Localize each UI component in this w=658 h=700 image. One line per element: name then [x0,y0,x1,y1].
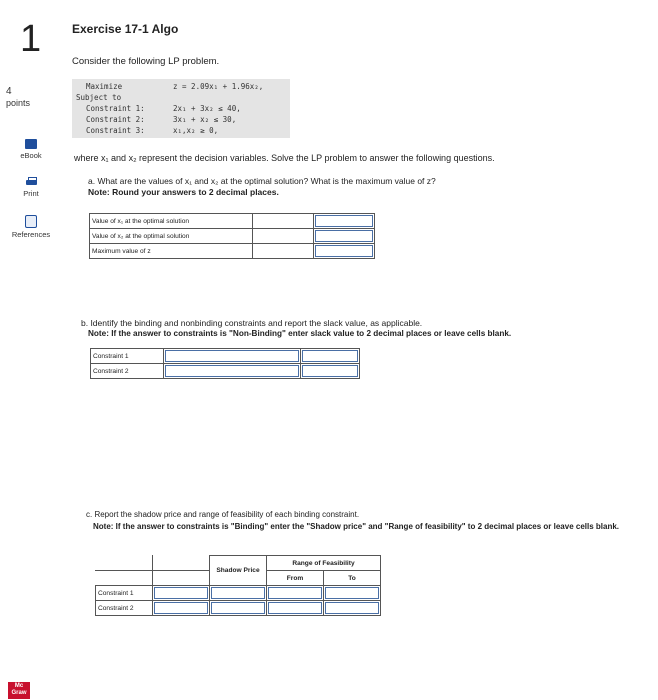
part-c-table [95,555,381,616]
sidebar [0,0,62,700]
lp-c3-expr: x₁,x₂ ≥ 0, [173,126,219,135]
c2-binding-select[interactable] [154,602,208,614]
row-label: Value of x₂ at the optimal solution [90,229,253,244]
question-number: 1 [20,18,42,60]
part-a-table [89,213,375,259]
lp-c1-expr: 2x₁ + 3x₂ ≤ 40, [173,104,241,113]
points-value: 4 [6,86,12,97]
constraint-2-slack-input[interactable] [302,365,358,377]
part-b-note: Note: If the answer to constraints is "Non-Binding" enter slack value to 2 decimal places or leave cells blank. [88,329,512,338]
to-header: To [324,571,381,586]
lp-c1-label: Constraint 1: [86,104,145,113]
table-header-row [96,556,381,571]
row-label: Constraint 2 [91,364,164,379]
print-label: Print [23,189,39,198]
table-row [91,364,360,379]
lp-c2-expr: 3x₁ + x₂ ≤ 30, [173,115,237,124]
lp-c2-label: Constraint 2: [86,115,145,124]
table-row [90,244,375,259]
x1-value-input[interactable] [315,215,373,227]
constraint-1-slack-input[interactable] [302,350,358,362]
lp-objective: z = 2.09x₁ + 1.96x₂, [173,82,264,91]
table-row [96,601,381,616]
constraint-1-binding-select[interactable] [165,350,299,362]
c1-binding-select[interactable] [154,587,208,599]
from-header: From [267,571,324,586]
table-row [90,214,375,229]
c1-range-to-input[interactable] [325,587,379,599]
printer-icon [25,177,38,186]
max-z-input[interactable] [315,245,373,257]
part-a-question: a. What are the values of x₁ and x₂ at the optimal solution? What is the maximum value of z? [88,176,436,186]
row-label: Value of x₁ at the optimal solution [90,214,253,229]
exercise-intro: Consider the following LP problem. [72,56,220,67]
references-label: References [11,230,51,239]
mcgraw-logo: Mc Graw [8,682,30,699]
ebook-label: eBook [20,151,42,160]
table-row [90,229,375,244]
exercise-title: Exercise 17-1 Algo [72,22,179,36]
x2-value-input[interactable] [315,230,373,242]
row-label: Constraint 1 [96,586,153,601]
book-icon [25,139,37,149]
references-button[interactable] [0,215,62,239]
lp-subject-to: Subject to [76,93,122,102]
shadow-price-header: Shadow Price [210,556,267,586]
where-text: where x₁ and x₂ represent the decision variables. Solve the LP problem to answer the following questions. [74,153,495,163]
row-label: Constraint 2 [96,601,153,616]
c1-shadow-price-input[interactable] [211,587,265,599]
part-b-question: b. Identify the binding and nonbinding constraints and report the slack value, as applicable. [81,318,423,328]
part-c-note: Note: If the answer to constraints is "Binding" enter the "Shadow price" and "Range of feasibility" to 2 decimal places or leave cells blank. [93,522,619,531]
c1-range-from-input[interactable] [268,587,322,599]
table-row [91,349,360,364]
part-b-table [90,348,360,379]
c2-range-to-input[interactable] [325,602,379,614]
lp-problem-box [72,79,290,138]
lp-maximize: Maximize [86,82,123,91]
range-feasibility-header: Range of Feasibility [267,556,381,571]
part-c-question: c. Report the shadow price and range of feasibility of each binding constraint. [86,510,360,519]
row-label: Maximum value of z [90,244,253,259]
lp-c3-label: Constraint 3: [86,126,145,135]
references-icon [25,215,37,228]
print-button[interactable] [0,177,62,198]
constraint-2-binding-select[interactable] [165,365,299,377]
points-label: points [6,98,31,108]
ebook-button[interactable] [0,139,62,160]
c2-range-from-input[interactable] [268,602,322,614]
row-label: Constraint 1 [91,349,164,364]
table-row [96,586,381,601]
c2-shadow-price-input[interactable] [211,602,265,614]
part-a-note: Note: Round your answers to 2 decimal places. [88,187,279,197]
